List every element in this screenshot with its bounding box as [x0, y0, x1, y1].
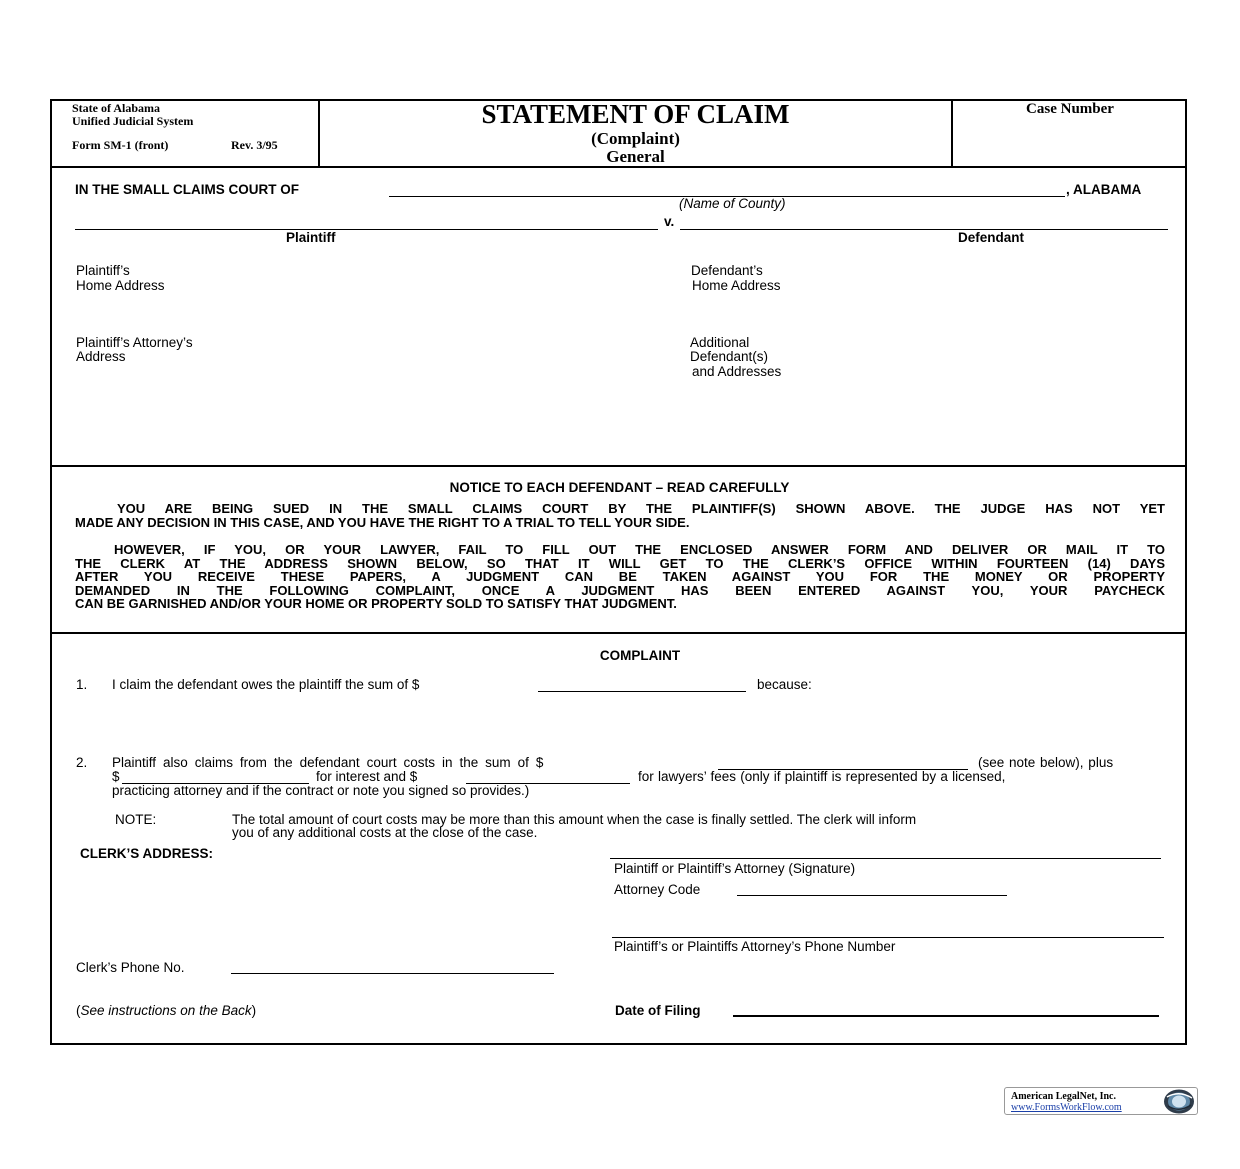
complaint-title: COMPLAINT	[599, 648, 681, 663]
defendant-home-label-1: Defendant’s	[691, 263, 763, 278]
item2-number: 2.	[76, 755, 88, 770]
date-of-filing-field[interactable]	[733, 1015, 1159, 1017]
item2-line-2c: for lawyers’ fees (only if plaintiff is represented by a licensed,	[638, 769, 1006, 784]
clerk-phone-label: Clerk’s Phone No.	[76, 960, 185, 975]
notice-p1-line-2: MADE ANY DECISION IN THIS CASE, AND YOU HAVE THE RIGHT TO A TRIAL TO TELL YOUR SIDE.	[75, 514, 690, 530]
item1-because: because:	[757, 677, 812, 692]
clerk-phone-field[interactable]	[231, 973, 554, 974]
form-subtitle: (Complaint)	[591, 129, 680, 148]
case-number-label: Case Number	[1026, 101, 1114, 117]
item2-line-2a: $	[112, 769, 120, 784]
notice-top-rule	[50, 465, 1187, 467]
system-label: Unified Judicial System	[72, 114, 194, 128]
note-label: NOTE:	[115, 812, 157, 827]
county-caption: (Name of County)	[679, 196, 786, 211]
versus-label: v.	[664, 214, 675, 229]
clerk-address-label: CLERK’S ADDRESS:	[80, 846, 214, 861]
notice-paragraph-1	[75, 502, 1165, 529]
plaintiff-name-field[interactable]	[75, 229, 658, 230]
defendant-name-field[interactable]	[680, 229, 1168, 230]
court-suffix: , ALABAMA	[1066, 182, 1142, 197]
note-line-2: you of any additional costs at the close of the case.	[232, 825, 538, 840]
attorney-code-field[interactable]	[737, 895, 1007, 896]
globe-icon	[1161, 1088, 1197, 1115]
form-revision: Rev. 3/95	[231, 138, 278, 152]
item2-line-3: practicing attorney and if the contract or note you signed so provides.)	[112, 783, 530, 798]
plaintiff-attorney-label-2: Address	[76, 349, 126, 364]
phone-number-label: Plaintiff’s or Plaintiffs Attorney’s Phone Number	[614, 939, 896, 954]
notice-paragraph-2	[75, 543, 1165, 611]
instructions-note	[76, 1003, 256, 1018]
notice-title: NOTICE TO EACH DEFENDANT – READ CAREFULLY	[449, 480, 790, 495]
item2-line-2b: for interest and $	[316, 769, 418, 784]
notice-p2-line-2: THE CLERK AT THE ADDRESS SHOWN BELOW, SO THAT IT WILL GET TO THE CLERK’S OFFICE WITHIN FOURTEEN (14) DAYS	[75, 555, 1165, 571]
logo-company: American LegalNet, Inc.	[1011, 1091, 1116, 1102]
additional-defendants-label-1: Additional	[690, 335, 750, 350]
notice-p2-line-5: CAN BE GARNISHED AND/OR YOUR HOME OR PROPERTY SOLD TO SATISFY THAT JUDGMENT.	[75, 596, 677, 612]
item1-text: I claim the defendant owes the plaintiff the sum of $	[112, 677, 420, 692]
notice-p2-line-4: DEMANDED IN THE FOLLOWING COMPLAINT, ONCE A JUDGMENT HAS BEEN ENTERED AGAINST YOU, YOUR PAYCHECK	[75, 582, 1165, 598]
instructions-open-paren: (	[76, 1003, 81, 1018]
notice-p2-line-1: HOWEVER, IF YOU, OR YOUR LAWYER, FAIL TO FILL OUT THE ENCLOSED ANSWER FORM AND DELIVER OR MAIL IT TO	[114, 542, 1165, 557]
attorney-code-label: Attorney Code	[614, 882, 701, 897]
instructions-close-paren: )	[251, 1003, 257, 1018]
logo-url: www.FormsWorkFlow.com	[1011, 1102, 1122, 1113]
state-label: State of Alabama	[72, 101, 160, 115]
item2-line-1b: (see note below), plus	[978, 755, 1114, 770]
notice-p2-line-3: AFTER YOU RECEIVE THESE PAPERS, A JUDGMENT CAN BE TAKEN AGAINST YOU FOR THE MONEY OR PROPERTY	[75, 569, 1165, 585]
defendant-caption: Defendant	[958, 230, 1025, 245]
plaintiff-attorney-label-1: Plaintiff’s Attorney’s	[76, 335, 193, 350]
signature-field[interactable]	[610, 858, 1161, 859]
notice-p1-line-1: YOU ARE BEING SUED IN THE SMALL CLAIMS COURT BY THE PLAINTIFF(S) SHOWN ABOVE. THE JUDGE HAS NOT YET	[117, 501, 1165, 516]
signature-label: Plaintiff or Plaintiff’s Attorney (Signature)	[614, 861, 856, 876]
form-id: Form SM-1 (front)	[72, 138, 169, 152]
claim-amount-field[interactable]	[538, 691, 746, 692]
plaintiff-home-label-1: Plaintiff’s	[76, 263, 130, 278]
additional-defendants-label-2: Defendant(s)	[690, 349, 769, 364]
item2-line-1a: Plaintiff also claims from the defendant court costs in the sum of $	[112, 755, 544, 770]
form-subtitle-general: General	[606, 147, 665, 166]
date-of-filing-label: Date of Filing	[615, 1003, 701, 1018]
plaintiff-home-label-2: Home Address	[76, 278, 165, 293]
defendant-home-label-2: Home Address	[692, 278, 781, 293]
instructions-text: See instructions on the Back	[80, 1003, 252, 1018]
additional-defendants-label-3: and Addresses	[692, 364, 782, 379]
phone-number-field[interactable]	[612, 937, 1164, 938]
complaint-top-rule	[50, 632, 1187, 634]
form-title: STATEMENT OF CLAIM	[481, 99, 790, 129]
court-prefix: IN THE SMALL CLAIMS COURT OF	[75, 182, 299, 197]
legalnet-logo	[1004, 1087, 1198, 1115]
note-line-1: The total amount of court costs may be more than this amount when the case is finally settled. The clerk will inform	[232, 812, 917, 827]
item1-number: 1.	[76, 677, 88, 692]
plaintiff-caption: Plaintiff	[286, 230, 336, 245]
